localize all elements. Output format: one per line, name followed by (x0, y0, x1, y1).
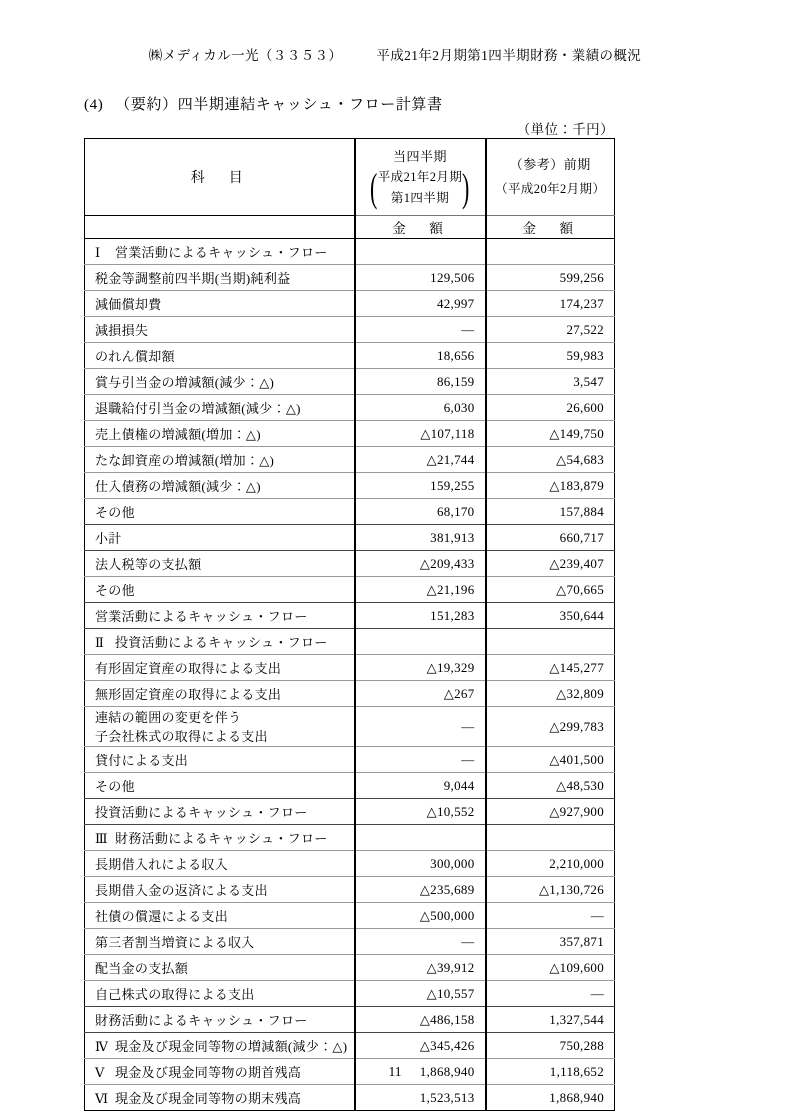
current-period-line3: 第1四半期 (390, 190, 450, 205)
table-row (85, 1007, 615, 1033)
table-row (85, 877, 615, 903)
row-label-text: 営業活動によるキャッシュ・フロー (115, 245, 328, 260)
section-number: (4) (84, 97, 104, 113)
previous-period-line2: （平成20年2月期） (495, 182, 606, 196)
cell-current-amount: 1,523,513 (355, 1085, 486, 1111)
cell-previous-amount: 157,884 (486, 499, 615, 525)
cell-previous-amount: 750,288 (486, 1033, 615, 1059)
cell-previous-amount (486, 825, 615, 851)
column-header-previous-period (486, 139, 615, 216)
row-roman-numeral: Ⅱ (95, 635, 105, 650)
cell-current-amount: △39,912 (355, 955, 486, 981)
cell-current-amount: 6,030 (355, 395, 486, 421)
cell-previous-amount: △239,407 (486, 551, 615, 577)
cell-current-amount: △21,196 (355, 577, 486, 603)
table-row (85, 955, 615, 981)
cell-current-amount: △267 (355, 681, 486, 707)
cell-current-amount: 300,000 (355, 851, 486, 877)
row-roman-numeral: Ⅰ (95, 245, 101, 260)
cell-previous-amount: 660,717 (486, 525, 615, 551)
cell-current-amount: △486,158 (355, 1007, 486, 1033)
cell-previous-amount: 174,237 (486, 291, 615, 317)
table-row (85, 603, 615, 629)
row-roman-numeral: Ⅳ (95, 1039, 109, 1054)
table-row (85, 395, 615, 421)
cell-previous-amount: 26,600 (486, 395, 615, 421)
cell-current-amount: 18,656 (355, 343, 486, 369)
row-label (85, 239, 355, 265)
cell-previous-amount: △32,809 (486, 681, 615, 707)
cell-previous-amount: △54,683 (486, 447, 615, 473)
table-row (85, 525, 615, 551)
cell-current-amount: △10,552 (355, 799, 486, 825)
cell-current-amount: △10,557 (355, 981, 486, 1007)
cash-flow-statement-table (84, 138, 615, 1111)
cell-previous-amount: △183,879 (486, 473, 615, 499)
row-label-text: 現金及び現金同等物の期末残高 (115, 1091, 302, 1106)
table-row (85, 239, 615, 265)
column-header-item-spacer (85, 216, 355, 239)
cell-current-amount: △345,426 (355, 1033, 486, 1059)
cell-previous-amount: △1,130,726 (486, 877, 615, 903)
current-period-bracket-group (356, 164, 485, 210)
table-row (85, 317, 615, 343)
cell-current-amount: 68,170 (355, 499, 486, 525)
cell-previous-amount: △927,900 (486, 799, 615, 825)
row-label: 財務活動によるキャッシュ・フロー (85, 1007, 355, 1033)
cell-current-amount: 42,997 (355, 291, 486, 317)
row-label: 長期借入金の返済による支出 (85, 877, 355, 903)
cell-previous-amount: — (486, 903, 615, 929)
row-label (85, 825, 355, 851)
cell-previous-amount: 2,210,000 (486, 851, 615, 877)
row-label: 配当金の支払額 (85, 955, 355, 981)
cell-previous-amount: — (486, 981, 615, 1007)
table-row (85, 1085, 615, 1111)
row-roman-numeral: Ⅲ (95, 831, 108, 846)
row-label: 減価償却費 (85, 291, 355, 317)
cell-current-amount: 129,506 (355, 265, 486, 291)
column-header-current-quarter (355, 139, 486, 216)
cell-current-amount: △107,118 (355, 421, 486, 447)
cell-current-amount: △19,329 (355, 655, 486, 681)
cell-current-amount: △209,433 (355, 551, 486, 577)
section-heading (84, 93, 443, 114)
table-row (85, 265, 615, 291)
table-row (85, 747, 615, 773)
current-period-line2: 平成21年2月期 (377, 169, 463, 184)
cell-previous-amount: 1,327,544 (486, 1007, 615, 1033)
cell-current-amount: 159,255 (355, 473, 486, 499)
row-label: 小計 (85, 525, 355, 551)
table-row (85, 421, 615, 447)
row-roman-numeral: Ⅵ (95, 1091, 109, 1106)
table-row (85, 343, 615, 369)
table-row (85, 577, 615, 603)
row-label: 賞与引当金の増減額(減少：△) (85, 369, 355, 395)
cell-previous-amount: 1,118,652 (486, 1059, 615, 1085)
row-label: 有形固定資産の取得による支出 (85, 655, 355, 681)
cell-previous-amount: △299,783 (486, 707, 615, 747)
row-label-text: 現金及び現金同等物の期首残高 (115, 1065, 302, 1080)
right-bracket-glyph: ) (462, 164, 470, 210)
row-label: 投資活動によるキャッシュ・フロー (85, 799, 355, 825)
row-label-text: 現金及び現金同等物の増減額(減少：△) (115, 1039, 348, 1054)
cell-current-amount: △235,689 (355, 877, 486, 903)
table-row (85, 851, 615, 877)
previous-period-line1: （参考）前期 (509, 157, 591, 172)
row-label: 貸付による支出 (85, 747, 355, 773)
row-label: その他 (85, 499, 355, 525)
cell-current-amount: 151,283 (355, 603, 486, 629)
table-row (85, 825, 615, 851)
table-row (85, 981, 615, 1007)
row-label-line: 子会社株式の取得による支出 (95, 728, 268, 744)
cell-previous-amount: 59,983 (486, 343, 615, 369)
cell-previous-amount: △109,600 (486, 955, 615, 981)
table-row (85, 629, 615, 655)
cell-previous-amount: △48,530 (486, 773, 615, 799)
cell-previous-amount (486, 239, 615, 265)
cell-current-amount: — (355, 929, 486, 955)
row-label (85, 1033, 355, 1059)
cell-current-amount (355, 629, 486, 655)
current-period-line1: 当四半期 (392, 148, 447, 164)
row-label: 減損損失 (85, 317, 355, 343)
row-label: 仕入債務の増減額(減少：△) (85, 473, 355, 499)
row-label: その他 (85, 773, 355, 799)
table-row (85, 291, 615, 317)
cell-previous-amount: 350,644 (486, 603, 615, 629)
cell-previous-amount: 599,256 (486, 265, 615, 291)
row-label: 売上債権の増減額(増加：△) (85, 421, 355, 447)
cell-previous-amount: 27,522 (486, 317, 615, 343)
row-label: 長期借入れによる収入 (85, 851, 355, 877)
cell-current-amount: — (355, 747, 486, 773)
left-bracket-glyph: ( (370, 164, 378, 210)
table-row (85, 1033, 615, 1059)
running-header (0, 44, 790, 64)
table-row (85, 707, 615, 747)
cell-current-amount (355, 239, 486, 265)
row-label: 第三者割当増資による収入 (85, 929, 355, 955)
table-header (85, 139, 615, 239)
table-row (85, 551, 615, 577)
table-row (85, 681, 615, 707)
table-row (85, 903, 615, 929)
table-row (85, 499, 615, 525)
row-label: 税金等調整前四半期(当期)純利益 (85, 265, 355, 291)
table-row (85, 447, 615, 473)
row-roman-numeral: Ⅴ (95, 1065, 105, 1080)
row-label: たな卸資産の増減額(増加：△) (85, 447, 355, 473)
section-title-text: （要約）四半期連結キャッシュ・フロー計算書 (115, 97, 443, 113)
cell-current-amount: 86,159 (355, 369, 486, 395)
table-body (85, 239, 615, 1111)
cell-current-amount: 1,868,940 (355, 1059, 486, 1085)
cell-current-amount: △21,744 (355, 447, 486, 473)
column-header-previous-amount: 金 額 (486, 216, 615, 239)
cell-current-amount: — (355, 707, 486, 747)
row-label: 営業活動によるキャッシュ・フロー (85, 603, 355, 629)
cell-previous-amount: △149,750 (486, 421, 615, 447)
table-row (85, 369, 615, 395)
cell-previous-amount: △401,500 (486, 747, 615, 773)
row-label: 退職給付引当金の増減額(減少：△) (85, 395, 355, 421)
page-number: 11 (388, 1064, 402, 1079)
cell-previous-amount: △70,665 (486, 577, 615, 603)
row-label (85, 707, 355, 747)
row-label-line: 連結の範囲の変更を伴う (95, 709, 242, 725)
table-row (85, 929, 615, 955)
cell-previous-amount (486, 629, 615, 655)
row-label: 法人税等の支払額 (85, 551, 355, 577)
unit-note: （単位：千円） (516, 122, 614, 137)
cell-previous-amount: 3,547 (486, 369, 615, 395)
row-label: のれん償却額 (85, 343, 355, 369)
table-row (85, 655, 615, 681)
row-label (85, 1085, 355, 1111)
row-label-text: 投資活動によるキャッシュ・フロー (115, 635, 328, 650)
row-label: 社債の償還による支出 (85, 903, 355, 929)
header-company-name: ㈱メディカル一光（３３５３） (148, 48, 343, 63)
row-label-text: 財務活動によるキャッシュ・フロー (115, 831, 328, 846)
table-row (85, 799, 615, 825)
cell-current-amount: 381,913 (355, 525, 486, 551)
row-label (85, 629, 355, 655)
cell-previous-amount: △145,277 (486, 655, 615, 681)
column-header-current-amount: 金 額 (355, 216, 486, 239)
cell-previous-amount: 1,868,940 (549, 1089, 604, 1105)
row-label: 無形固定資産の取得による支出 (85, 681, 355, 707)
column-header-item: 科 目 (85, 139, 355, 216)
table-row (85, 773, 615, 799)
cell-current-amount (355, 825, 486, 851)
table-row (85, 473, 615, 499)
cell-current-amount: 9,044 (355, 773, 486, 799)
cell-current-amount: △500,000 (355, 903, 486, 929)
row-label: 自己株式の取得による支出 (85, 981, 355, 1007)
cell-previous-amount: 357,871 (486, 929, 615, 955)
row-label: その他 (85, 577, 355, 603)
header-document-title: 平成21年2月期第1四半期財務・業績の概況 (376, 48, 642, 63)
cell-current-amount: — (355, 317, 486, 343)
